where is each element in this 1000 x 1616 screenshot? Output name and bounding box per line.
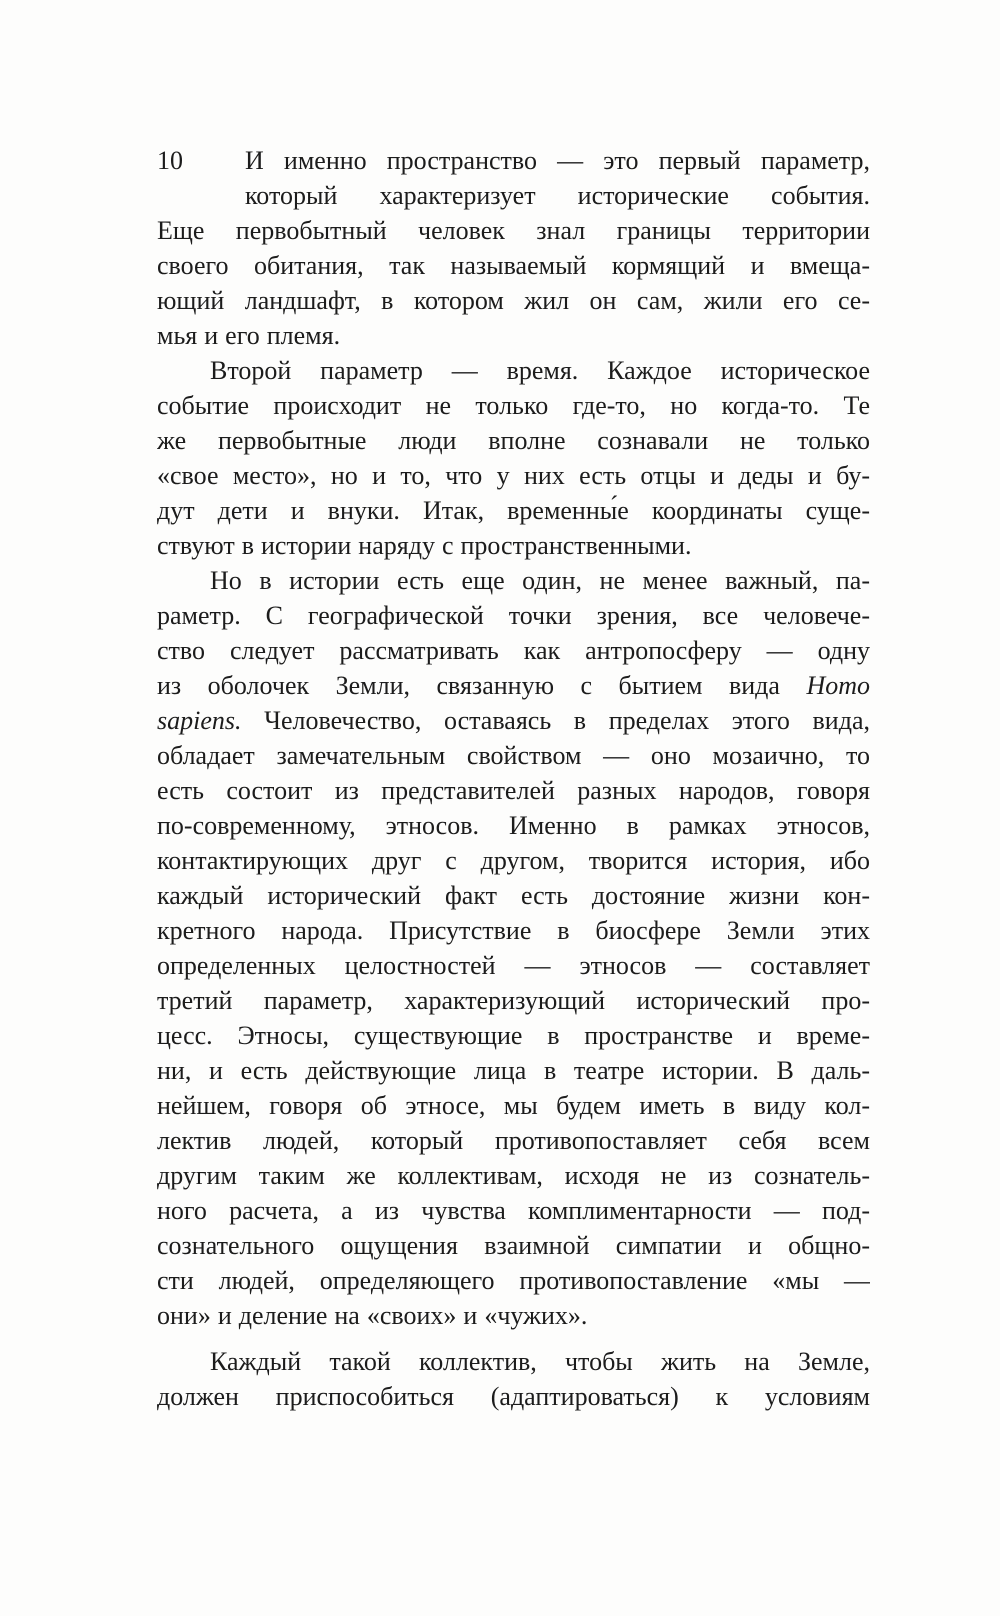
text-run: нейшем, говоря об этносе, мы будем иметь в виду кол- xyxy=(157,1091,870,1120)
text-line xyxy=(157,213,870,248)
text-line xyxy=(157,423,870,458)
text-line xyxy=(157,983,870,1018)
text-line xyxy=(157,458,870,493)
text-line xyxy=(157,318,870,353)
page-text xyxy=(157,143,870,1414)
text-line xyxy=(157,563,870,598)
text-run: ствуют в истории наряду с пространственными. xyxy=(157,531,692,560)
text-line xyxy=(157,703,870,738)
text-run: сти людей, определяющего противопоставление «мы — xyxy=(157,1266,870,1295)
text-run: кретного народа. Присутствие в биосфере Земли этих xyxy=(157,916,870,945)
text-line xyxy=(157,178,870,213)
text-run: Еще первобытный человек знал границы территории xyxy=(157,216,870,245)
text-run: ство следует рассматривать как антропосферу — одну xyxy=(157,636,870,665)
text-run: определенных целостностей — этносов — составляет xyxy=(157,951,870,980)
text-line xyxy=(157,283,870,318)
text-run: Но в истории есть еще один, не менее важный, па- xyxy=(210,566,870,595)
text-run: же первобытные люди вполне сознавали не только xyxy=(157,426,870,455)
text-run: дут дети и внуки. Итак, временны́е координаты суще- xyxy=(157,496,870,525)
text-line xyxy=(157,1123,870,1158)
text-line xyxy=(157,913,870,948)
text-line xyxy=(157,1379,870,1414)
text-run: Второй параметр — время. Каждое историческое xyxy=(210,356,870,385)
text-line xyxy=(157,738,870,773)
text-run: Каждый такой коллектив, чтобы жить на Земле, xyxy=(210,1347,870,1376)
text-line xyxy=(157,948,870,983)
text-run: мья и его племя. xyxy=(157,321,341,350)
text-run: есть состоит из представителей разных народов, говоря xyxy=(157,776,870,805)
text-run: должен приспособиться (адаптироваться) к условиям xyxy=(157,1382,870,1411)
text-line xyxy=(157,633,870,668)
text-run: ющий ландшафт, в котором жил он сам, жили его се- xyxy=(157,286,870,315)
text-run: сознательного ощущения взаимной симпатии и общно- xyxy=(157,1231,870,1260)
text-run: событие происходит не только где-то, но когда-то. Те xyxy=(157,391,870,420)
text-run: они» и деление на «своих» и «чужих». xyxy=(157,1301,588,1330)
text-line xyxy=(157,1298,870,1333)
italic-text: sapiens. xyxy=(157,706,242,735)
text-run: третий параметр, характеризующий исторический про- xyxy=(157,986,870,1015)
text-run: каждый исторический факт есть достояние жизни кон- xyxy=(157,881,870,910)
text-line xyxy=(157,1263,870,1298)
text-run: И именно пространство — это первый параметр, xyxy=(245,146,870,175)
text-run: ного расчета, а из чувства комплиментарности — под- xyxy=(157,1196,870,1225)
text-run: раметр. С географической точки зрения, все человече- xyxy=(157,601,870,630)
italic-text: Homo xyxy=(806,671,870,700)
text-line xyxy=(157,808,870,843)
text-line xyxy=(157,493,870,528)
text-run: лектив людей, который противопоставляет себя всем xyxy=(157,1126,870,1155)
text-run: ни, и есть действующие лица в театре истории. В даль- xyxy=(157,1056,870,1085)
text-run: цесс. Этносы, существующие в пространстве и време- xyxy=(157,1021,870,1050)
text-line xyxy=(157,843,870,878)
text-line xyxy=(157,1088,870,1123)
text-line xyxy=(157,143,870,178)
text-run: по-современному, этносов. Именно в рамках этносов, xyxy=(157,811,870,840)
text-line xyxy=(157,1158,870,1193)
text-run: обладает замечательным свойством — оно мозаично, то xyxy=(157,741,870,770)
text-line xyxy=(157,1193,870,1228)
text-line xyxy=(157,1344,870,1379)
text-line xyxy=(157,1053,870,1088)
text-line xyxy=(157,598,870,633)
text-line xyxy=(157,388,870,423)
text-line xyxy=(157,248,870,283)
text-run: другим таким же коллективам, исходя не из сознатель- xyxy=(157,1161,870,1190)
text-line xyxy=(157,353,870,388)
text-run: контактирующих друг с другом, творится история, ибо xyxy=(157,846,870,875)
text-run: который характеризует исторические события. xyxy=(245,181,870,210)
text-line xyxy=(157,528,870,563)
text-line xyxy=(157,668,870,703)
text-run: своего обитания, так называемый кормящий и вмеща- xyxy=(157,251,870,280)
text-run: из оболочек Земли, связанную с бытием вида xyxy=(157,671,807,700)
text-line xyxy=(157,773,870,808)
text-run: Человечество, оставаясь в пределах этого вида, xyxy=(241,706,870,735)
page-number: 10 xyxy=(157,146,183,175)
text-line xyxy=(157,878,870,913)
text-line xyxy=(157,1018,870,1053)
text-line xyxy=(157,1228,870,1263)
text-run: «свое место», но и то, что у них есть отцы и деды и бу- xyxy=(157,461,870,490)
